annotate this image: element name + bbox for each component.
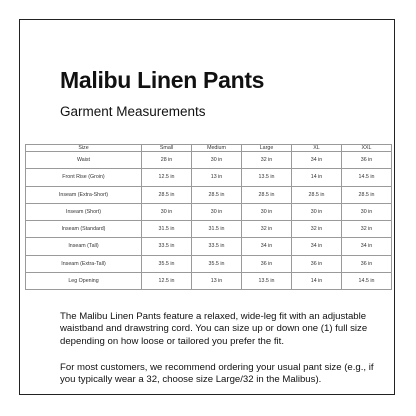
header-xxl: XXL xyxy=(342,145,392,152)
table-cell: 12.5 in xyxy=(142,272,192,289)
table-row xyxy=(26,152,392,169)
table-cell: 13.5 in xyxy=(242,272,292,289)
table-cell: 35.5 in xyxy=(142,255,192,272)
header-large: Large xyxy=(242,145,292,152)
row-label: Front Rise (Groin) xyxy=(26,169,142,186)
table-cell: 28.5 in xyxy=(342,186,392,203)
table-cell: 32 in xyxy=(292,221,342,238)
fit-description: The Malibu Linen Pants feature a relaxed, wide-leg fit with an adjustable waistband and drawstring cord. You can size up or down one (1) full size depending on how loose or tailored you prefer the fit. xyxy=(60,311,368,347)
table-cell: 33.5 in xyxy=(192,238,242,255)
table-cell: 32 in xyxy=(242,221,292,238)
row-label: Waist xyxy=(26,152,142,169)
page-title: Malibu Linen Pants xyxy=(60,67,265,93)
size-recommendation: For most customers, we recommend ordering your usual pant size (e.g., if you typically wear a 32, choose size Large/32 in the Malibus). xyxy=(60,362,374,386)
row-label: Inseam (Short) xyxy=(26,203,142,220)
table-cell: 34 in xyxy=(242,238,292,255)
header-medium: Medium xyxy=(192,145,242,152)
table-cell: 34 in xyxy=(292,152,342,169)
table-cell: 13 in xyxy=(192,169,242,186)
table-cell: 30 in xyxy=(192,203,242,220)
table-cell: 32 in xyxy=(242,152,292,169)
row-label: Leg Opening xyxy=(26,272,142,289)
table-cell: 30 in xyxy=(242,203,292,220)
table-cell: 28.5 in xyxy=(292,186,342,203)
table-cell: 30 in xyxy=(342,203,392,220)
table-row xyxy=(26,238,392,255)
table-cell: 14.5 in xyxy=(342,169,392,186)
table-cell: 13 in xyxy=(192,272,242,289)
table-cell: 28.5 in xyxy=(242,186,292,203)
table-cell: 14 in xyxy=(292,169,342,186)
table-cell: 32 in xyxy=(342,221,392,238)
table-row xyxy=(26,221,392,238)
table-row xyxy=(26,169,392,186)
header-xl: XL xyxy=(292,145,342,152)
measurements-table xyxy=(25,144,392,290)
table-row xyxy=(26,186,392,203)
table-cell: 30 in xyxy=(292,203,342,220)
table-cell: 28 in xyxy=(142,152,192,169)
table-cell: 33.5 in xyxy=(142,238,192,255)
table-cell: 31.5 in xyxy=(192,221,242,238)
table-cell: 36 in xyxy=(242,255,292,272)
table-cell: 36 in xyxy=(342,255,392,272)
table-header-row xyxy=(26,145,392,152)
table-cell: 13.5 in xyxy=(242,169,292,186)
page-subtitle: Garment Measurements xyxy=(60,104,206,119)
table-cell: 34 in xyxy=(342,238,392,255)
table-row xyxy=(26,203,392,220)
table-cell: 28.5 in xyxy=(142,186,192,203)
table-cell: 35.5 in xyxy=(192,255,242,272)
table-row xyxy=(26,272,392,289)
table-cell: 30 in xyxy=(142,203,192,220)
table-cell: 14 in xyxy=(292,272,342,289)
table-cell: 14.5 in xyxy=(342,272,392,289)
header-small: Small xyxy=(142,145,192,152)
row-label: Inseam (Tall) xyxy=(26,238,142,255)
header-size: Size xyxy=(26,145,142,152)
table-cell: 30 in xyxy=(192,152,242,169)
table-cell: 28.5 in xyxy=(192,186,242,203)
table-cell: 12.5 in xyxy=(142,169,192,186)
table-cell: 31.5 in xyxy=(142,221,192,238)
row-label: Inseam (Standard) xyxy=(26,221,142,238)
table-cell: 36 in xyxy=(292,255,342,272)
row-label: Inseam (Extra-Short) xyxy=(26,186,142,203)
row-label: Inseam (Extra-Tall) xyxy=(26,255,142,272)
table-cell: 34 in xyxy=(292,238,342,255)
table-row xyxy=(26,255,392,272)
table-cell: 36 in xyxy=(342,152,392,169)
